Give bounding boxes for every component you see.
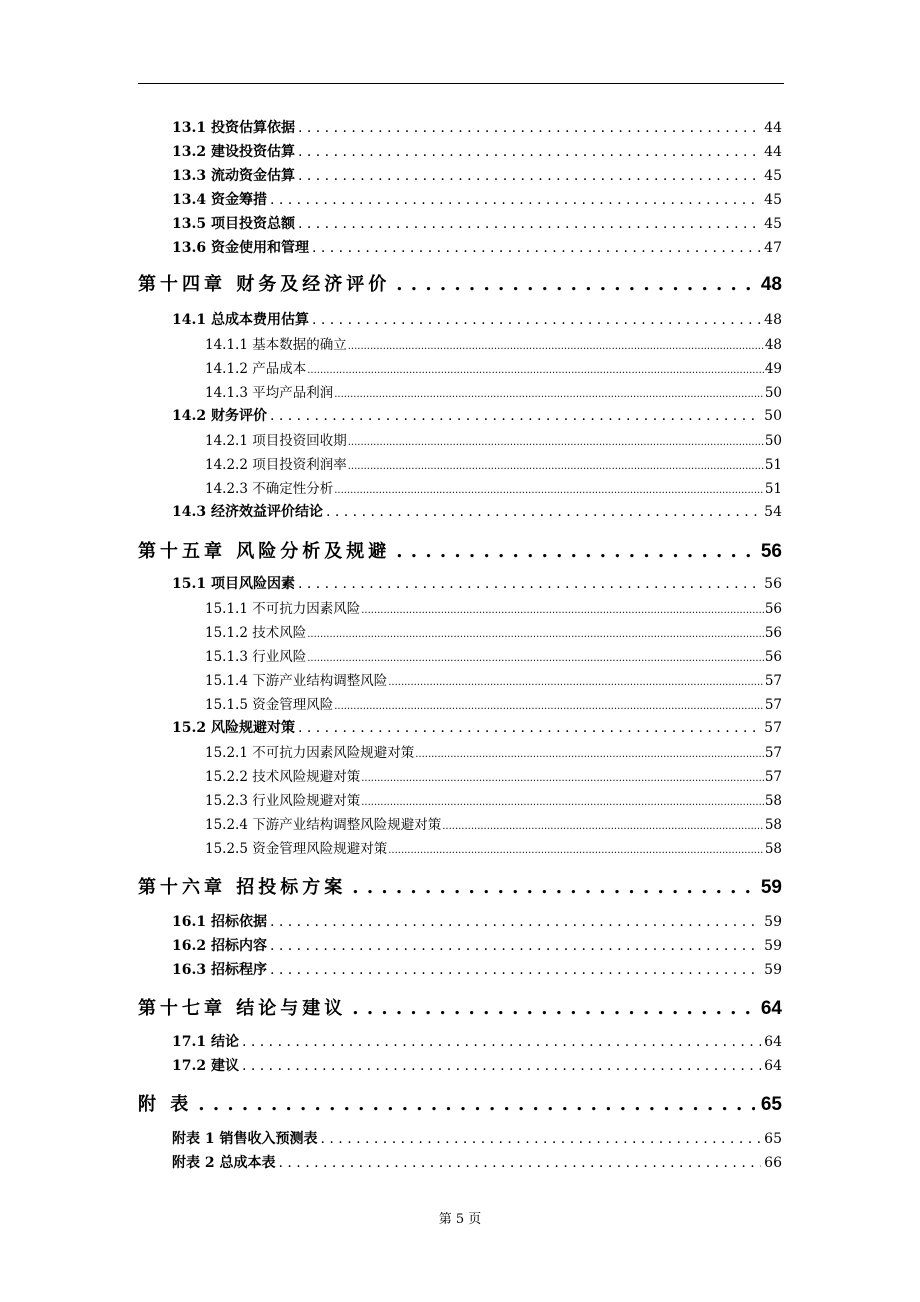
toc-entry[interactable] — [205, 381, 782, 401]
toc-entry-title: 17.2 建议 — [172, 1058, 239, 1074]
toc-page-number: 57 — [764, 745, 782, 761]
toc-entry[interactable] — [205, 789, 782, 809]
toc-page-number: 58 — [764, 793, 782, 809]
toc-page-number: 64 — [760, 998, 782, 1019]
toc-page-number: 50 — [764, 433, 782, 449]
toc-entry[interactable] — [205, 645, 782, 665]
toc-entry-title: 13.3 流动资金估算 — [172, 168, 295, 184]
toc-page-number: 66 — [764, 1155, 782, 1171]
toc-entry[interactable] — [205, 333, 782, 353]
toc-entry-title: 17.1 结论 — [172, 1034, 239, 1050]
toc-entry[interactable] — [172, 165, 782, 185]
toc-dot-leader — [298, 144, 761, 160]
toc-entry[interactable] — [172, 237, 782, 257]
toc-dot-leader — [352, 998, 755, 1019]
toc-entry-title: 14.2.1 项目投资回收期 — [205, 433, 347, 449]
toc-entry-title: 14.2 财务评价 — [172, 408, 267, 424]
toc-entry-title: 15.1.5 资金管理风险 — [205, 697, 334, 713]
toc-entry[interactable] — [205, 813, 782, 833]
toc-page-number: 48 — [764, 312, 782, 328]
toc-page-number: 65 — [760, 1094, 782, 1115]
toc-entry[interactable] — [172, 911, 782, 931]
toc-entry-title: 15.1.2 技术风险 — [205, 625, 307, 641]
toc-entry-title: 14.2.3 不确定性分析 — [205, 481, 334, 497]
toc-entry-title: 13.1 投资估算依据 — [172, 120, 295, 136]
toc-page-number: 59 — [764, 938, 782, 954]
toc-entry-title: 附 表 — [138, 1094, 193, 1115]
toc-chapter[interactable] — [138, 873, 782, 899]
toc-dot-leader — [279, 1155, 762, 1171]
toc-dot-leader — [270, 408, 761, 424]
toc-dot-leader — [270, 914, 761, 930]
toc-dot-leader — [348, 337, 764, 353]
toc-entry[interactable] — [205, 765, 782, 785]
toc-dot-leader — [270, 962, 761, 978]
toc-page-number: 48 — [764, 337, 782, 353]
toc-chapter[interactable] — [138, 537, 782, 563]
toc-page-number: 57 — [764, 673, 782, 689]
toc-entry-title: 14.3 经济效益评价结论 — [172, 504, 323, 520]
toc-entry-title: 16.2 招标内容 — [172, 938, 267, 954]
toc-entry[interactable] — [205, 453, 782, 473]
toc-dot-leader — [388, 841, 764, 857]
toc-entry-title: 15.2.4 下游产业结构调整风险规避对策 — [205, 817, 442, 833]
toc-entry-title: 第十六章 招投标方案 — [138, 877, 347, 898]
toc-chapter[interactable] — [138, 994, 782, 1020]
toc-entry[interactable] — [172, 141, 782, 161]
toc-dot-leader — [326, 504, 761, 520]
toc-page-number: 45 — [764, 168, 782, 184]
toc-page-number: 64 — [764, 1058, 782, 1074]
toc-entry-title: 15.1.3 行业风险 — [205, 649, 307, 665]
toc-dot-leader — [361, 793, 764, 809]
toc-entry[interactable] — [205, 741, 782, 761]
toc-dot-leader — [298, 216, 761, 232]
toc-dot-leader — [298, 576, 761, 592]
toc-page-number: 45 — [764, 192, 782, 208]
toc-entry[interactable] — [205, 693, 782, 713]
toc-entry-title: 15.2 风险规避对策 — [172, 720, 295, 736]
toc-entry[interactable] — [172, 189, 782, 209]
toc-entry-title: 16.1 招标依据 — [172, 914, 267, 930]
toc-entry[interactable] — [205, 669, 782, 689]
toc-entry-title: 第十五章 风险分析及规避 — [138, 541, 391, 562]
toc-page-number: 51 — [764, 457, 782, 473]
toc-entry-title: 第十七章 结论与建议 — [138, 998, 347, 1019]
toc-dot-leader — [334, 481, 764, 497]
toc-entry[interactable] — [205, 597, 782, 617]
toc-entry[interactable] — [205, 429, 782, 449]
toc-entry-title: 13.2 建设投资估算 — [172, 144, 295, 160]
toc-page-number: 59 — [764, 914, 782, 930]
toc-dot-leader — [242, 1034, 761, 1050]
toc-page-number: 56 — [764, 649, 782, 665]
toc-page-number: 65 — [764, 1131, 782, 1147]
toc-entry-title: 14.1.1 基本数据的确立 — [205, 337, 347, 353]
toc-entry-title: 14.1.3 平均产品利润 — [205, 385, 334, 401]
toc-dot-leader — [312, 240, 761, 256]
toc-dot-leader — [361, 769, 764, 785]
toc-entry-title: 15.2.5 资金管理风险规避对策 — [205, 841, 388, 857]
toc-entry[interactable] — [172, 405, 782, 425]
toc-entry[interactable] — [172, 717, 782, 737]
toc-dot-leader — [242, 1058, 761, 1074]
toc-dot-leader — [396, 274, 755, 295]
toc-page-number: 59 — [760, 877, 782, 898]
toc-dot-leader — [396, 541, 755, 562]
toc-entry[interactable] — [205, 357, 782, 377]
toc-entry[interactable] — [205, 837, 782, 857]
toc-page-number: 58 — [764, 817, 782, 833]
toc-dot-leader — [298, 168, 761, 184]
toc-page-number: 49 — [764, 361, 782, 377]
toc-page-number: 59 — [764, 962, 782, 978]
toc-chapter[interactable] — [138, 1090, 782, 1116]
toc-entry[interactable] — [172, 117, 782, 137]
toc-page-number: 44 — [764, 120, 782, 136]
toc-page-number: 54 — [764, 504, 782, 520]
toc-page-number: 48 — [760, 274, 782, 295]
toc-dot-leader — [270, 192, 761, 208]
toc-entry-title: 15.1.1 不可抗力因素风险 — [205, 601, 361, 617]
toc-page-number: 56 — [760, 541, 782, 562]
toc-page-number: 50 — [764, 408, 782, 424]
toc-page-number: 56 — [764, 625, 782, 641]
toc-entry-title: 15.2.2 技术风险规避对策 — [205, 769, 361, 785]
toc-entry[interactable] — [172, 935, 782, 955]
toc-entry-title: 13.5 项目投资总额 — [172, 216, 295, 232]
toc-entry[interactable] — [172, 1031, 782, 1051]
toc-entry[interactable] — [205, 477, 782, 497]
toc-dot-leader — [198, 1094, 755, 1115]
toc-entry[interactable] — [172, 501, 782, 521]
toc-entry[interactable] — [172, 1128, 782, 1148]
toc-entry-title: 15.1 项目风险因素 — [172, 576, 295, 592]
toc-page-number: 44 — [764, 144, 782, 160]
toc-dot-leader — [352, 877, 755, 898]
toc-entry[interactable] — [172, 1055, 782, 1075]
toc-entry[interactable] — [205, 621, 782, 641]
toc-entry[interactable] — [172, 213, 782, 233]
toc-entry-title: 13.6 资金使用和管理 — [172, 240, 309, 256]
toc-dot-leader — [334, 385, 764, 401]
toc-page-number: 50 — [764, 385, 782, 401]
toc-dot-leader — [298, 720, 761, 736]
toc-entry-title: 13.4 资金筹措 — [172, 192, 267, 208]
toc-entry-title: 附表 1 销售收入预测表 — [172, 1131, 318, 1147]
toc-entry-title: 14.2.2 项目投资利润率 — [205, 457, 347, 473]
toc-entry-title: 15.1.4 下游产业结构调整风险 — [205, 673, 388, 689]
toc-page-number: 57 — [764, 769, 782, 785]
toc-dot-leader — [361, 601, 764, 617]
toc-dot-leader — [307, 625, 764, 641]
toc-entry[interactable] — [172, 573, 782, 593]
toc-entry-title: 附表 2 总成本表 — [172, 1155, 276, 1171]
toc-entry-title: 15.2.3 行业风险规避对策 — [205, 793, 361, 809]
toc-entry[interactable] — [172, 1152, 782, 1172]
toc-page-number: 57 — [764, 697, 782, 713]
toc-entry[interactable] — [172, 959, 782, 979]
toc-dot-leader — [307, 649, 764, 665]
toc-dot-leader — [312, 312, 761, 328]
toc-dot-leader — [298, 120, 761, 136]
toc-dot-leader — [348, 433, 764, 449]
toc-dot-leader — [348, 457, 764, 473]
toc-page-number: 56 — [764, 601, 782, 617]
toc-dot-leader — [334, 697, 764, 713]
toc-entry-title: 16.3 招标程序 — [172, 962, 267, 978]
toc-page-number: 45 — [764, 216, 782, 232]
toc-dot-leader — [270, 938, 761, 954]
toc-entry-title: 14.1 总成本费用估算 — [172, 312, 309, 328]
toc-entry-title: 15.2.1 不可抗力因素风险规避对策 — [205, 745, 415, 761]
toc-page-number: 47 — [764, 240, 782, 256]
toc-dot-leader — [321, 1131, 762, 1147]
toc-page-number: 57 — [764, 720, 782, 736]
toc-entry-title: 第十四章 财务及经济评价 — [138, 274, 391, 295]
toc-dot-leader — [307, 361, 764, 377]
toc-entry[interactable] — [172, 309, 782, 329]
toc-dot-leader — [442, 817, 764, 833]
toc-page-number: 51 — [764, 481, 782, 497]
toc-page-number: 56 — [764, 576, 782, 592]
toc-page-number: 64 — [764, 1034, 782, 1050]
toc-chapter[interactable] — [138, 270, 782, 296]
toc-dot-leader — [415, 745, 764, 761]
toc-dot-leader — [388, 673, 764, 689]
toc-entry-title: 14.1.2 产品成本 — [205, 361, 307, 377]
page-number: 第 5 页 — [438, 1212, 482, 1227]
toc-page-number: 58 — [764, 841, 782, 857]
